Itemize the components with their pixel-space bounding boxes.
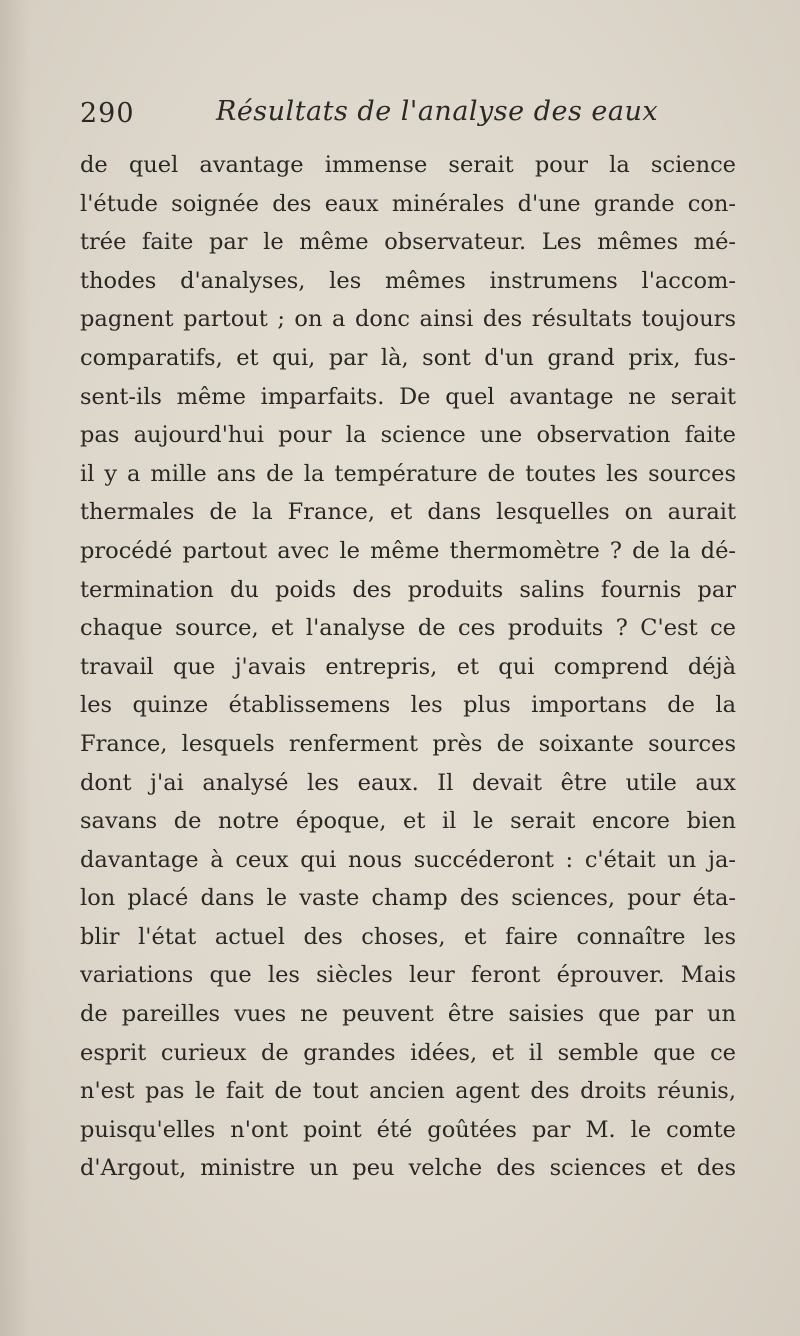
text-line: France, lesquels renferment près de soixante sources <box>80 730 736 757</box>
text-line: davantage à ceux qui nous succéderont : c'était un ja- <box>80 846 736 873</box>
page-number: 290 <box>80 98 135 129</box>
page-header <box>80 96 740 136</box>
text-line: savans de notre époque, et il le serait encore bien <box>80 808 736 835</box>
text-line: trée faite par le même observateur. Les mêmes mé- <box>80 229 736 256</box>
text-line: dont j'ai analysé les eaux. Il devait être utile aux <box>80 769 736 796</box>
page-gutter-shadow <box>0 0 30 1336</box>
text-line: pagnent partout ; on a donc ainsi des résultats toujours <box>80 306 736 333</box>
text-line: de pareilles vues ne peuvent être saisies que par un <box>80 1001 736 1028</box>
text-line: sent-ils même imparfaits. De quel avantage ne serait <box>80 383 736 410</box>
text-line: comparatifs, et qui, par là, sont d'un grand prix, fus- <box>80 344 736 371</box>
text-line: thermales de la France, et dans lesquelles on aurait <box>80 499 736 526</box>
text-line: n'est pas le fait de tout ancien agent des droits réunis, <box>80 1078 736 1105</box>
running-title: Résultats de l'analyse des eaux <box>216 96 659 127</box>
text-line: les quinze établissemens les plus importans de la <box>80 692 736 719</box>
text-line: pas aujourd'hui pour la science une observation faite <box>80 422 736 449</box>
text-line: il y a mille ans de la température de toutes les sources <box>80 460 736 487</box>
text-line: l'étude soignée des eaux minérales d'une grande con- <box>80 190 736 217</box>
text-line: blir l'état actuel des choses, et faire connaître les <box>80 923 736 950</box>
text-line: variations que les siècles leur feront éprouver. Mais <box>80 962 736 989</box>
text-line: de quel avantage immense serait pour la science <box>80 152 736 178</box>
text-line: lon placé dans le vaste champ des sciences, pour éta- <box>80 885 736 912</box>
text-line: chaque source, et l'analyse de ces produits ? C'est ce <box>80 615 736 642</box>
text-line: d'Argout, ministre un peu velche des sciences et des <box>80 1155 736 1182</box>
text-line: travail que j'avais entrepris, et qui comprend déjà <box>80 653 736 680</box>
text-line: thodes d'analyses, les mêmes instrumens l'accom- <box>80 267 736 294</box>
text-line: esprit curieux de grandes idées, et il semble que ce <box>80 1039 736 1066</box>
text-line: procédé partout avec le même thermomètre ? de la dé- <box>80 537 736 564</box>
text-line: puisqu'elles n'ont point été goûtées par M. le comte <box>80 1116 736 1143</box>
body-text <box>80 146 736 1188</box>
text-line: termination du poids des produits salins fournis par <box>80 576 736 603</box>
